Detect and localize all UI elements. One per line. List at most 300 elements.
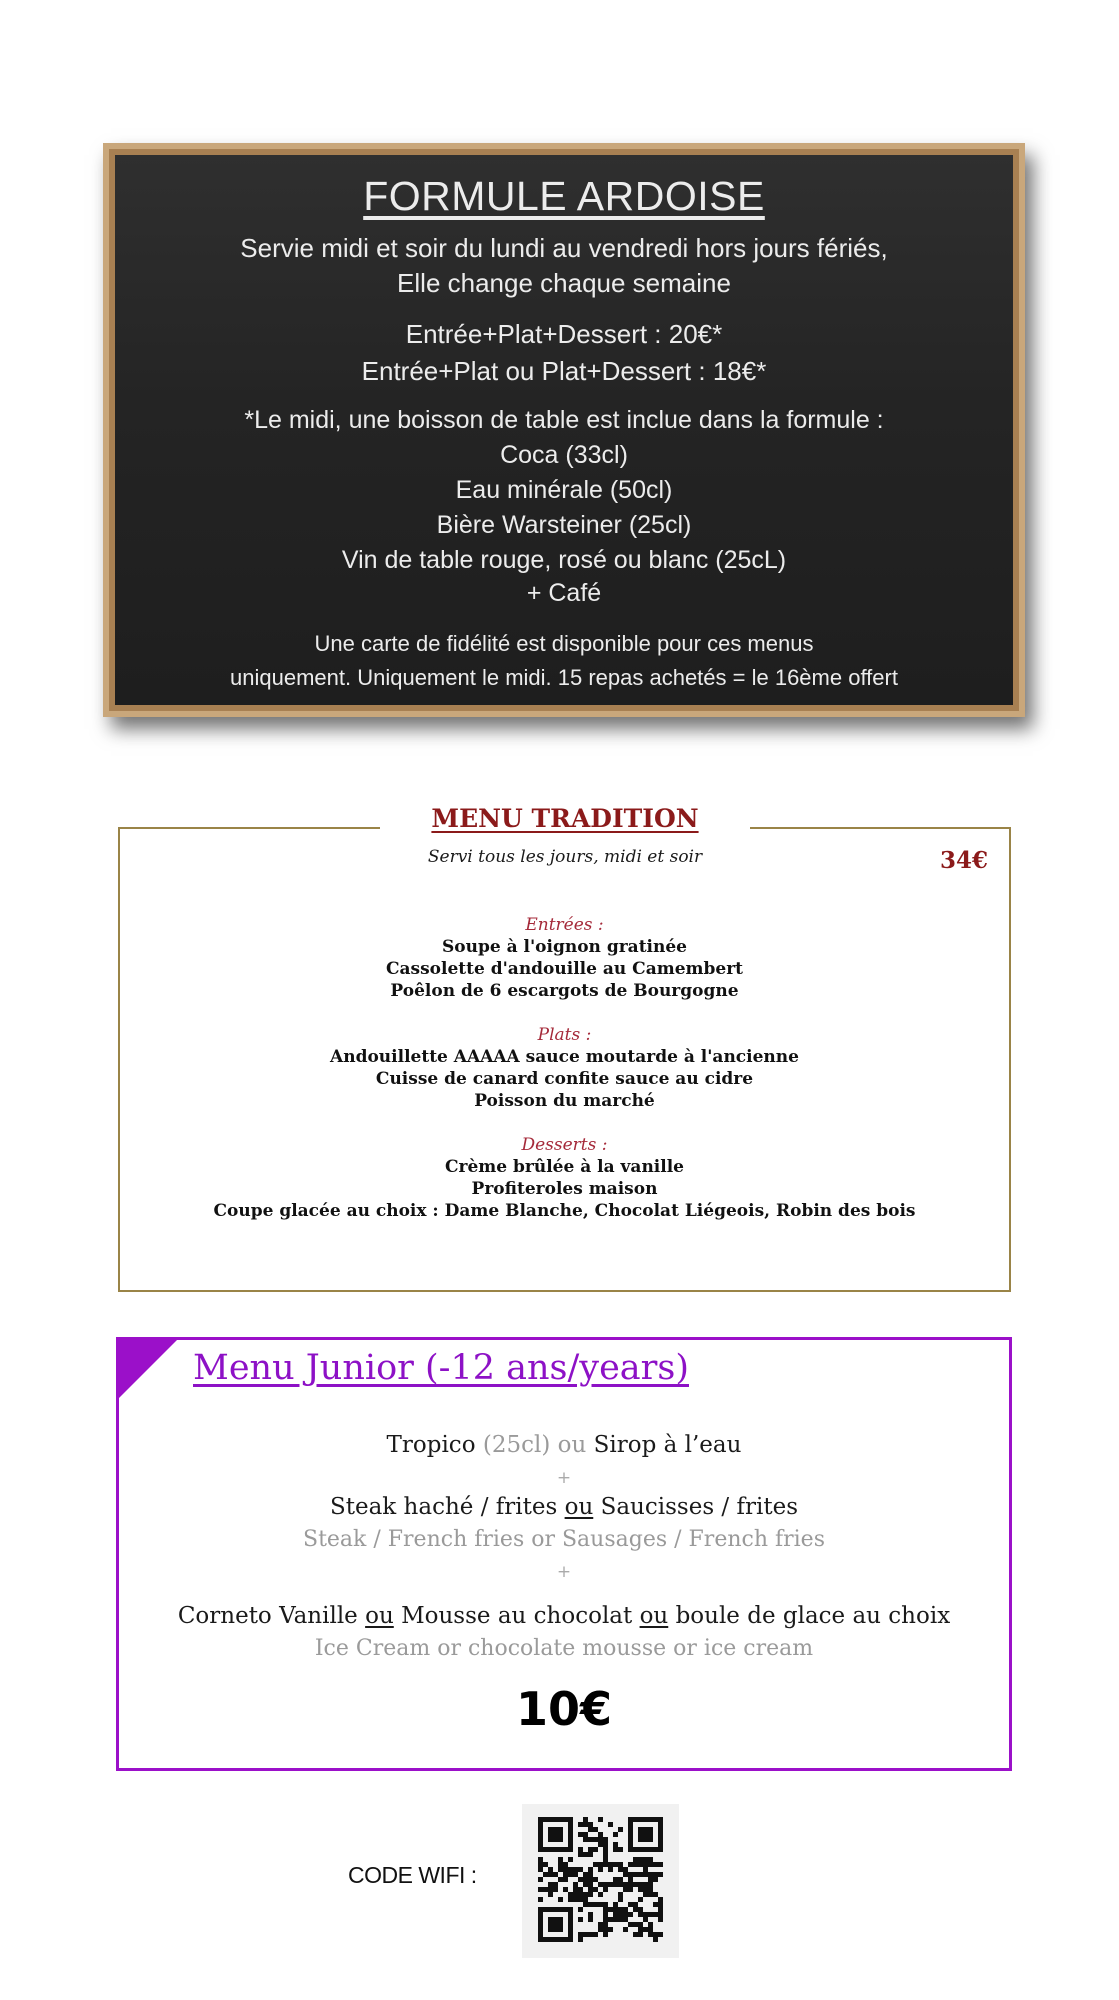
qr-module xyxy=(538,1937,543,1942)
qr-module xyxy=(538,1887,543,1892)
qr-module xyxy=(603,1837,608,1842)
qr-module xyxy=(653,1932,658,1937)
qr-module xyxy=(538,1917,543,1922)
qr-module xyxy=(638,1862,643,1867)
qr-module xyxy=(553,1907,558,1912)
qr-module xyxy=(623,1867,628,1872)
qr-module xyxy=(553,1882,558,1887)
qr-module xyxy=(658,1827,663,1832)
or-word: ou xyxy=(365,1603,394,1629)
qr-module xyxy=(593,1902,598,1907)
qr-module xyxy=(558,1857,563,1862)
qr-module xyxy=(648,1827,653,1832)
dish-item: Crème brûlée à la vanille xyxy=(444,1157,684,1177)
dish-item: Cuisse de canard confite sauce au cidre xyxy=(375,1069,754,1089)
qr-module xyxy=(633,1817,638,1822)
or-word: ou xyxy=(564,1494,594,1520)
qr-module xyxy=(578,1867,583,1872)
qr-module xyxy=(598,1837,603,1842)
qr-module xyxy=(578,1847,583,1852)
qr-module xyxy=(603,1842,608,1847)
qr-module xyxy=(613,1917,618,1922)
qr-module xyxy=(608,1917,613,1922)
formule-drink: Coca (33cl) xyxy=(500,441,628,469)
junior-dessert-english: Ice Cream or chocolate mousse or ice cream xyxy=(314,1636,814,1661)
qr-module xyxy=(573,1897,578,1902)
qr-module xyxy=(648,1872,653,1877)
qr-module xyxy=(538,1842,543,1847)
qr-module xyxy=(568,1837,573,1842)
qr-module xyxy=(658,1847,663,1852)
qr-module xyxy=(628,1822,633,1827)
qr-module xyxy=(538,1847,543,1852)
qr-module xyxy=(543,1817,548,1822)
qr-module xyxy=(573,1867,578,1872)
qr-module xyxy=(598,1842,603,1847)
qr-module xyxy=(628,1902,633,1907)
qr-module xyxy=(543,1862,548,1867)
qr-module xyxy=(538,1932,543,1937)
wifi-label: CODE WIFI : xyxy=(348,1862,477,1888)
qr-module xyxy=(628,1817,633,1822)
qr-module xyxy=(538,1877,543,1882)
qr-module xyxy=(548,1847,553,1852)
qr-module xyxy=(638,1897,643,1902)
qr-module xyxy=(648,1912,653,1917)
formule-drink: Eau minérale (50cl) xyxy=(455,476,673,504)
section-title: Plats : xyxy=(537,1025,592,1045)
qr-module xyxy=(638,1872,643,1877)
qr-module xyxy=(538,1867,543,1872)
qr-module xyxy=(538,1907,543,1912)
qr-module xyxy=(628,1842,633,1847)
main-option: Saucisses / frites xyxy=(600,1494,799,1520)
qr-module xyxy=(603,1917,608,1922)
junior-dessert-line xyxy=(116,1603,1012,1629)
qr-module xyxy=(648,1882,653,1887)
qr-module xyxy=(583,1872,588,1877)
qr-module xyxy=(573,1892,578,1897)
qr-module xyxy=(568,1917,573,1922)
dish-item: Poisson du marché xyxy=(474,1091,655,1111)
qr-module xyxy=(613,1832,618,1837)
qr-module xyxy=(648,1877,653,1882)
qr-module xyxy=(598,1922,603,1927)
qr-module xyxy=(638,1857,643,1862)
qr-module xyxy=(643,1917,648,1922)
qr-module xyxy=(643,1817,648,1822)
qr-module xyxy=(538,1897,543,1902)
qr-module xyxy=(553,1937,558,1942)
qr-module xyxy=(568,1897,573,1902)
qr-module xyxy=(538,1862,543,1867)
qr-module xyxy=(558,1907,563,1912)
qr-module xyxy=(588,1882,593,1887)
qr-module xyxy=(618,1917,623,1922)
qr-module xyxy=(653,1877,658,1882)
qr-module xyxy=(648,1892,653,1897)
qr-module xyxy=(638,1887,643,1892)
qr-module xyxy=(548,1882,553,1887)
qr-module xyxy=(608,1907,613,1912)
qr-module xyxy=(563,1937,568,1942)
qr-module xyxy=(588,1892,593,1897)
qr-module xyxy=(588,1837,593,1842)
qr-module xyxy=(643,1862,648,1867)
junior-main-line xyxy=(116,1494,1012,1520)
qr-module xyxy=(653,1912,658,1917)
qr-module xyxy=(598,1817,603,1822)
qr-module xyxy=(618,1912,623,1917)
qr-module xyxy=(643,1872,648,1877)
menu-junior-title: Menu Junior (-12 ans/years) xyxy=(193,1348,689,1388)
qr-module xyxy=(543,1937,548,1942)
qr-module xyxy=(638,1912,643,1917)
qr-code-icon[interactable] xyxy=(522,1804,679,1958)
qr-module xyxy=(643,1927,648,1932)
qr-module xyxy=(558,1917,563,1922)
drink-option: Tropico xyxy=(386,1432,476,1458)
qr-module xyxy=(588,1827,593,1832)
qr-module xyxy=(598,1882,603,1887)
qr-module xyxy=(598,1867,603,1872)
qr-module xyxy=(633,1922,638,1927)
qr-module xyxy=(543,1872,548,1877)
qr-module xyxy=(638,1882,643,1887)
qr-module xyxy=(653,1902,658,1907)
qr-module xyxy=(573,1887,578,1892)
formule-line: *Le midi, une boisson de table est inclue dans la formule : xyxy=(244,406,884,434)
qr-module xyxy=(558,1832,563,1837)
desserts-section xyxy=(118,1134,1011,1222)
qr-module xyxy=(563,1867,568,1872)
dish-item: Coupe glacée au choix : Dame Blanche, Chocolat Liégeois, Robin des bois xyxy=(213,1201,916,1221)
qr-module xyxy=(578,1932,583,1937)
drink-size: (25cl) xyxy=(482,1432,551,1458)
formule-title: FORMULE ARDOISE xyxy=(363,173,765,219)
qr-module xyxy=(548,1887,553,1892)
qr-module xyxy=(628,1862,633,1867)
qr-module xyxy=(653,1872,658,1877)
qr-module xyxy=(553,1927,558,1932)
qr-module xyxy=(553,1832,558,1837)
qr-module xyxy=(553,1817,558,1822)
qr-module xyxy=(613,1907,618,1912)
qr-module xyxy=(613,1902,618,1907)
qr-module xyxy=(653,1892,658,1897)
qr-module xyxy=(658,1917,663,1922)
qr-module xyxy=(638,1837,643,1842)
qr-module xyxy=(638,1932,643,1937)
qr-module xyxy=(553,1847,558,1852)
qr-module xyxy=(623,1927,628,1932)
qr-module xyxy=(548,1892,553,1897)
qr-module xyxy=(628,1912,633,1917)
qr-module xyxy=(578,1897,583,1902)
qr-module xyxy=(658,1907,663,1912)
qr-module xyxy=(618,1877,623,1882)
qr-module xyxy=(658,1912,663,1917)
qr-module xyxy=(548,1937,553,1942)
qr-module xyxy=(643,1837,648,1842)
qr-module xyxy=(558,1837,563,1842)
qr-module xyxy=(558,1847,563,1852)
qr-module xyxy=(648,1887,653,1892)
qr-module xyxy=(583,1932,588,1937)
qr-module xyxy=(658,1902,663,1907)
qr-module xyxy=(638,1922,643,1927)
menu-junior-price: 10€ xyxy=(515,1682,613,1736)
qr-module xyxy=(648,1847,653,1852)
corner-triangle-icon xyxy=(119,1340,177,1398)
qr-module xyxy=(553,1837,558,1842)
qr-module xyxy=(568,1937,573,1942)
qr-module xyxy=(538,1857,543,1862)
qr-module xyxy=(543,1907,548,1912)
qr-module xyxy=(588,1867,593,1872)
qr-module xyxy=(598,1892,603,1897)
qr-module xyxy=(628,1832,633,1837)
section-title: Entrées : xyxy=(525,915,604,935)
qr-module xyxy=(648,1862,653,1867)
qr-module xyxy=(568,1867,573,1872)
qr-module xyxy=(598,1927,603,1932)
qr-module xyxy=(568,1832,573,1837)
qr-module xyxy=(538,1837,543,1842)
qr-module xyxy=(558,1927,563,1932)
formule-drink: + Café xyxy=(526,579,602,607)
qr-module xyxy=(653,1862,658,1867)
qr-module xyxy=(593,1837,598,1842)
qr-module xyxy=(648,1817,653,1822)
qr-module xyxy=(583,1832,588,1837)
qr-module xyxy=(573,1882,578,1887)
qr-module xyxy=(598,1862,603,1867)
qr-module xyxy=(578,1907,583,1912)
qr-module xyxy=(638,1817,643,1822)
qr-module xyxy=(583,1877,588,1882)
qr-module xyxy=(593,1827,598,1832)
qr-module xyxy=(548,1922,553,1927)
qr-module xyxy=(588,1877,593,1882)
qr-module xyxy=(578,1887,583,1892)
qr-module xyxy=(568,1892,573,1897)
qr-module xyxy=(623,1887,628,1892)
qr-module xyxy=(643,1912,648,1917)
qr-module xyxy=(628,1882,633,1887)
qr-module xyxy=(568,1922,573,1927)
qr-module xyxy=(613,1847,618,1852)
plus-separator: + xyxy=(556,1468,572,1488)
qr-module xyxy=(588,1902,593,1907)
qr-module xyxy=(548,1837,553,1842)
qr-module xyxy=(563,1817,568,1822)
qr-module xyxy=(643,1887,648,1892)
qr-module xyxy=(628,1872,633,1877)
qr-module xyxy=(658,1932,663,1937)
qr-module xyxy=(638,1832,643,1837)
qr-module xyxy=(633,1902,638,1907)
qr-module xyxy=(558,1937,563,1942)
qr-module xyxy=(658,1842,663,1847)
qr-module xyxy=(633,1907,638,1912)
qr-module xyxy=(553,1922,558,1927)
qr-module xyxy=(538,1927,543,1932)
dish-item: Soupe à l'oignon gratinée xyxy=(441,937,687,957)
qr-module xyxy=(633,1847,638,1852)
qr-module xyxy=(593,1932,598,1937)
qr-module xyxy=(563,1862,568,1867)
qr-module xyxy=(598,1902,603,1907)
qr-module xyxy=(568,1822,573,1827)
qr-module xyxy=(563,1872,568,1877)
qr-module xyxy=(633,1857,638,1862)
qr-module xyxy=(583,1897,588,1902)
menu-tradition-price: 34€ xyxy=(940,847,989,874)
qr-module xyxy=(538,1832,543,1837)
qr-module xyxy=(588,1932,593,1937)
qr-module xyxy=(603,1932,608,1937)
dessert-option: boule de glace au choix xyxy=(675,1603,951,1629)
qr-module xyxy=(558,1827,563,1832)
qr-module xyxy=(548,1872,553,1877)
formule-drink: Vin de table rouge, rosé ou blanc (25cL) xyxy=(341,546,787,574)
qr-module xyxy=(583,1882,588,1887)
qr-module xyxy=(653,1847,658,1852)
qr-module xyxy=(648,1837,653,1842)
qr-module xyxy=(658,1817,663,1822)
qr-module xyxy=(603,1887,608,1892)
drink-option: Sirop à l’eau xyxy=(593,1432,742,1458)
qr-module xyxy=(558,1877,563,1882)
qr-module xyxy=(618,1897,623,1902)
qr-module xyxy=(608,1927,613,1932)
qr-module xyxy=(623,1912,628,1917)
qr-module xyxy=(628,1827,633,1832)
formule-loyalty-note: Une carte de fidélité est disponible pour ces menus xyxy=(314,631,814,656)
menu-tradition-content xyxy=(118,914,1011,1244)
qr-module xyxy=(583,1837,588,1842)
qr-module xyxy=(593,1862,598,1867)
qr-module xyxy=(623,1882,628,1887)
qr-module xyxy=(563,1877,568,1882)
qr-module xyxy=(648,1932,653,1937)
qr-module xyxy=(618,1907,623,1912)
qr-module xyxy=(563,1887,568,1892)
qr-code-graphic xyxy=(538,1817,663,1942)
qr-module xyxy=(558,1817,563,1822)
qr-module xyxy=(618,1892,623,1897)
qr-module xyxy=(618,1882,623,1887)
qr-module xyxy=(538,1822,543,1827)
qr-module xyxy=(638,1827,643,1832)
qr-module xyxy=(593,1847,598,1852)
qr-module xyxy=(543,1887,548,1892)
qr-module xyxy=(603,1922,608,1927)
qr-module xyxy=(588,1847,593,1852)
qr-module xyxy=(578,1852,583,1857)
qr-module xyxy=(613,1842,618,1847)
qr-module xyxy=(558,1862,563,1867)
qr-module xyxy=(628,1887,633,1892)
menu-tradition-subtitle: Servi tous les jours, midi et soir xyxy=(427,847,703,867)
dish-item: Poêlon de 6 escargots de Bourgogne xyxy=(390,981,739,1001)
qr-module xyxy=(588,1822,593,1827)
qr-module xyxy=(583,1817,588,1822)
qr-module xyxy=(603,1857,608,1862)
qr-module xyxy=(628,1837,633,1842)
qr-module xyxy=(613,1862,618,1867)
qr-module xyxy=(603,1847,608,1852)
qr-module xyxy=(638,1847,643,1852)
dessert-option: Corneto Vanille xyxy=(177,1603,358,1629)
formule-price-line: Entrée+Plat ou Plat+Dessert : 18€* xyxy=(361,356,767,386)
qr-module xyxy=(568,1842,573,1847)
qr-module xyxy=(588,1917,593,1922)
formule-ardoise-board xyxy=(103,143,1025,717)
qr-module xyxy=(658,1832,663,1837)
qr-module xyxy=(603,1927,608,1932)
qr-module xyxy=(538,1827,543,1832)
qr-module xyxy=(588,1912,593,1917)
chalkboard-surface xyxy=(115,155,1013,705)
qr-module xyxy=(658,1897,663,1902)
qr-module xyxy=(658,1822,663,1827)
qr-module xyxy=(638,1907,643,1912)
dish-item: Profiteroles maison xyxy=(471,1179,658,1199)
qr-module xyxy=(648,1922,653,1927)
qr-module xyxy=(618,1862,623,1867)
qr-module xyxy=(568,1857,573,1862)
qr-module xyxy=(553,1887,558,1892)
section-title: Desserts : xyxy=(521,1135,608,1155)
qr-module xyxy=(648,1927,653,1932)
qr-module xyxy=(618,1867,623,1872)
qr-module xyxy=(618,1827,623,1832)
qr-module xyxy=(613,1912,618,1917)
formule-loyalty-note: uniquement. Uniquement le midi. 15 repas achetés = le 16ème offert xyxy=(230,665,898,690)
qr-module xyxy=(623,1872,628,1877)
qr-module xyxy=(643,1857,648,1862)
qr-module xyxy=(608,1867,613,1872)
dish-item: Cassolette d'andouille au Camembert xyxy=(385,959,744,979)
or-word: ou xyxy=(639,1603,669,1629)
qr-module xyxy=(583,1822,588,1827)
qr-module xyxy=(548,1907,553,1912)
qr-module xyxy=(623,1917,628,1922)
qr-module xyxy=(603,1907,608,1912)
qr-module xyxy=(603,1882,608,1887)
qr-module xyxy=(548,1832,553,1837)
or-word: ou xyxy=(557,1432,587,1458)
menu-tradition-title: MENU TRADITION xyxy=(431,804,699,833)
qr-module xyxy=(643,1892,648,1897)
entrees-section xyxy=(118,914,1011,1002)
qr-module xyxy=(548,1827,553,1832)
qr-module xyxy=(583,1852,588,1857)
qr-module xyxy=(623,1907,628,1912)
qr-module xyxy=(658,1837,663,1842)
qr-module xyxy=(608,1882,613,1887)
qr-module xyxy=(588,1887,593,1892)
qr-module xyxy=(643,1882,648,1887)
qr-module xyxy=(643,1832,648,1837)
qr-module xyxy=(568,1847,573,1852)
qr-module xyxy=(573,1872,578,1877)
qr-module xyxy=(613,1882,618,1887)
qr-module xyxy=(643,1847,648,1852)
junior-main-english: Steak / French fries or Sausages / French fries xyxy=(303,1527,825,1552)
